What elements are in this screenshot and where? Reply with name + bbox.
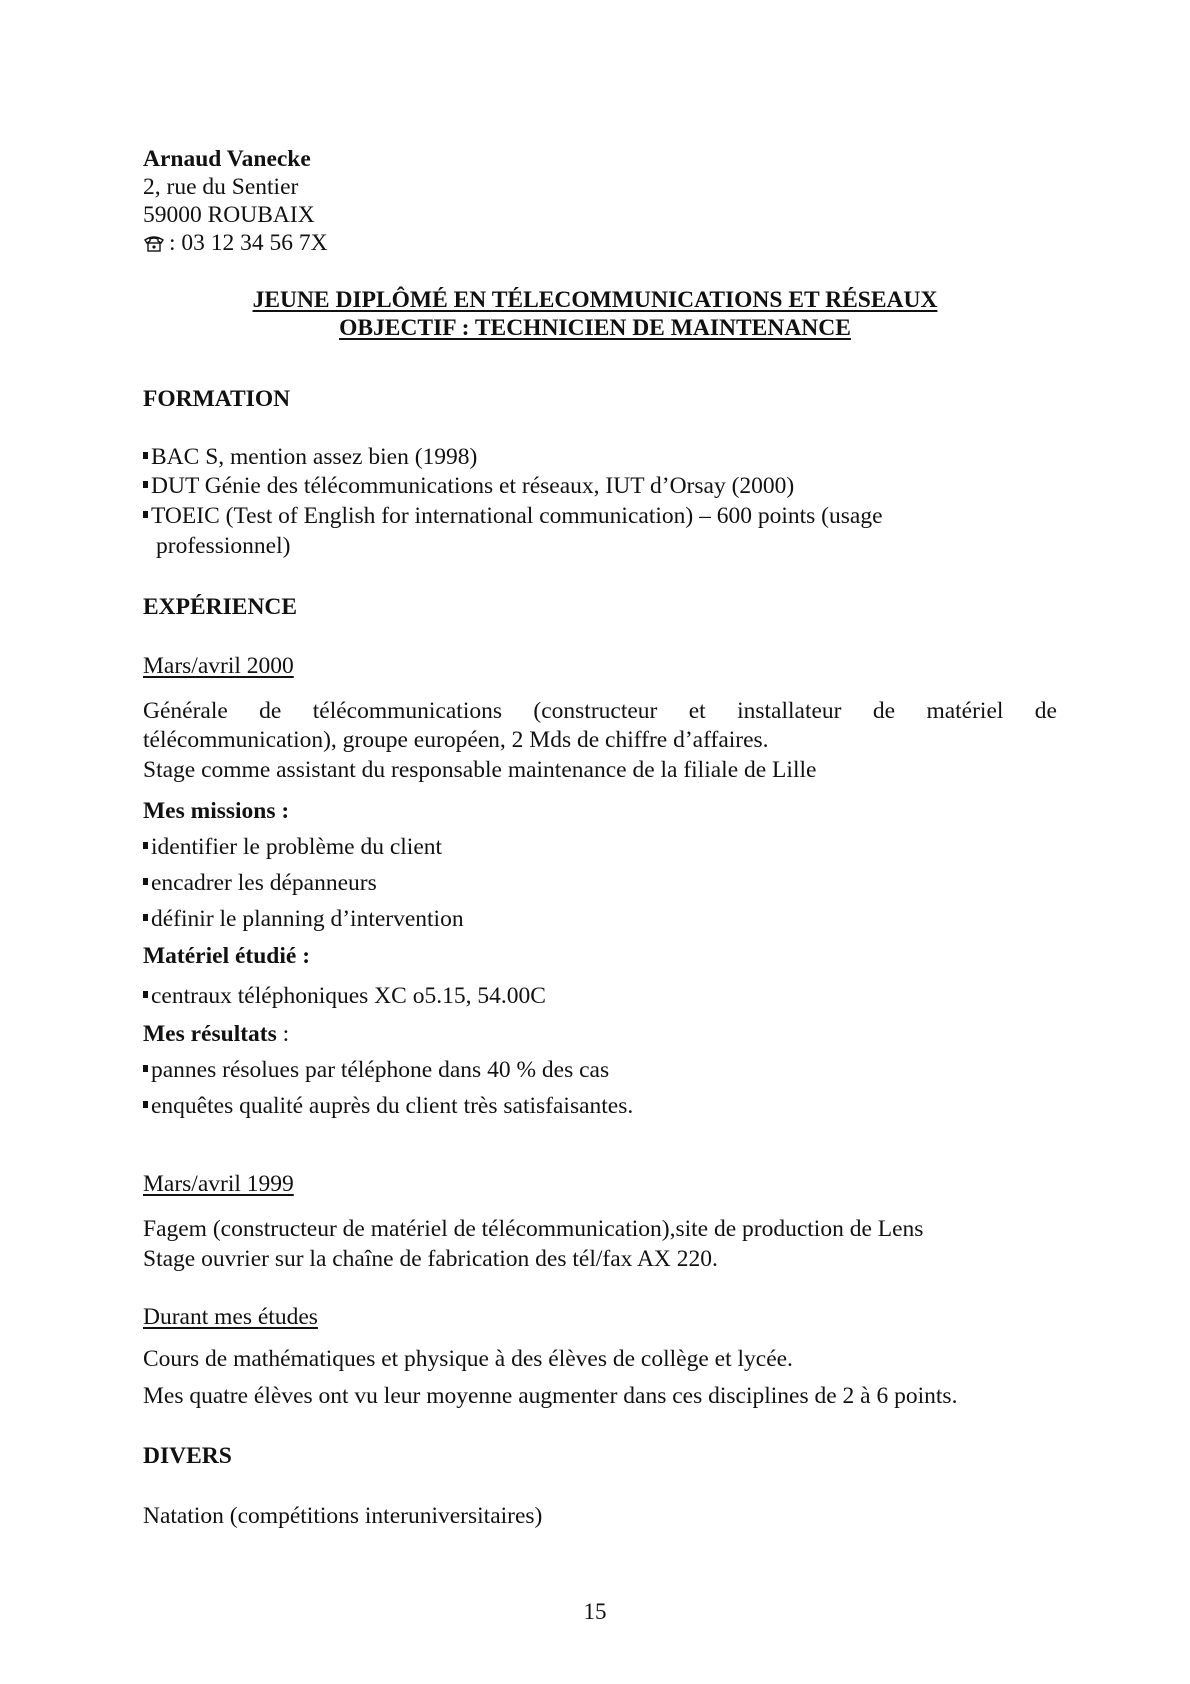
bullet-icon (143, 991, 148, 998)
materiel-heading: Matériel étudié : (143, 943, 311, 969)
job-description: Cours de mathématiques et physique à des élèves de collège et lycée. (143, 1346, 793, 1372)
phone-number: : 03 12 34 56 7X (169, 230, 328, 256)
divers-text: Natation (compétitions interuniversitaires) (143, 1503, 543, 1529)
resultats-heading: Mes résultats : (143, 1021, 290, 1047)
formation-item: TOEIC (Test of English for international communication) – 600 points (usage (143, 502, 883, 530)
address-street: 2, rue du Sentier (143, 174, 299, 200)
headline-objective: OBJECTIF : TECHNICIEN DE MAINTENANCE (339, 315, 851, 341)
phone-line (143, 229, 328, 257)
formation-item: BAC S, mention assez bien (1998) (143, 443, 477, 471)
bullet-icon (143, 842, 148, 849)
bullet-icon (143, 452, 148, 459)
bullet-icon (143, 914, 148, 921)
bullet-icon (143, 878, 148, 885)
resultat-item: enquêtes qualité auprès du client très satisfaisantes. (143, 1092, 633, 1120)
job-description: Stage comme assistant du responsable maintenance de la filiale de Lille (143, 757, 817, 783)
mission-item: encadrer les dépanneurs (143, 869, 377, 897)
missions-heading: Mes missions : (143, 798, 290, 824)
address-city: 59000 ROUBAIX (143, 202, 315, 228)
job-description: Générale de télécommunications (constructeur et installateur de matériel de (143, 698, 1057, 724)
job-description: télécommunication), groupe européen, 2 Mds de chiffre d’affaires. (143, 727, 769, 753)
phone-icon (143, 229, 169, 257)
formation-item-continuation: professionnel) (156, 533, 291, 559)
job-date: Mars/avril 2000 (143, 653, 294, 679)
job-description: Mes quatre élèves ont vu leur moyenne augmenter dans ces disciplines de 2 à 6 points. (143, 1383, 958, 1409)
page-number: 15 (583, 1599, 607, 1624)
formation-heading: FORMATION (143, 386, 291, 412)
headline-title: JEUNE DIPLÔMÉ EN TÉLECOMMUNICATIONS ET RÉSEAUX (252, 287, 938, 313)
mission-item: identifier le problème du client (143, 833, 442, 861)
formation-item: DUT Génie des télécommunications et réseaux, IUT d’Orsay (2000) (143, 472, 794, 500)
materiel-item: centraux téléphoniques XC o5.15, 54.00C (143, 982, 546, 1010)
job-description: Stage ouvrier sur la chaîne de fabrication des tél/fax AX 220. (143, 1246, 718, 1272)
resultat-item: pannes résolues par téléphone dans 40 % des cas (143, 1056, 609, 1084)
bullet-icon (143, 1065, 148, 1072)
job-date: Durant mes études (143, 1304, 318, 1330)
bullet-icon (143, 511, 148, 518)
bullet-icon (143, 1101, 148, 1108)
bullet-icon (143, 481, 148, 488)
mission-item: définir le planning d’intervention (143, 905, 464, 933)
job-description: Fagem (constructeur de matériel de télécommunication),site de production de Lens (143, 1216, 924, 1242)
divers-heading: DIVERS (143, 1443, 232, 1469)
experience-heading: EXPÉRIENCE (143, 594, 298, 620)
job-date: Mars/avril 1999 (143, 1171, 294, 1197)
candidate-name: Arnaud Vanecke (143, 146, 311, 172)
